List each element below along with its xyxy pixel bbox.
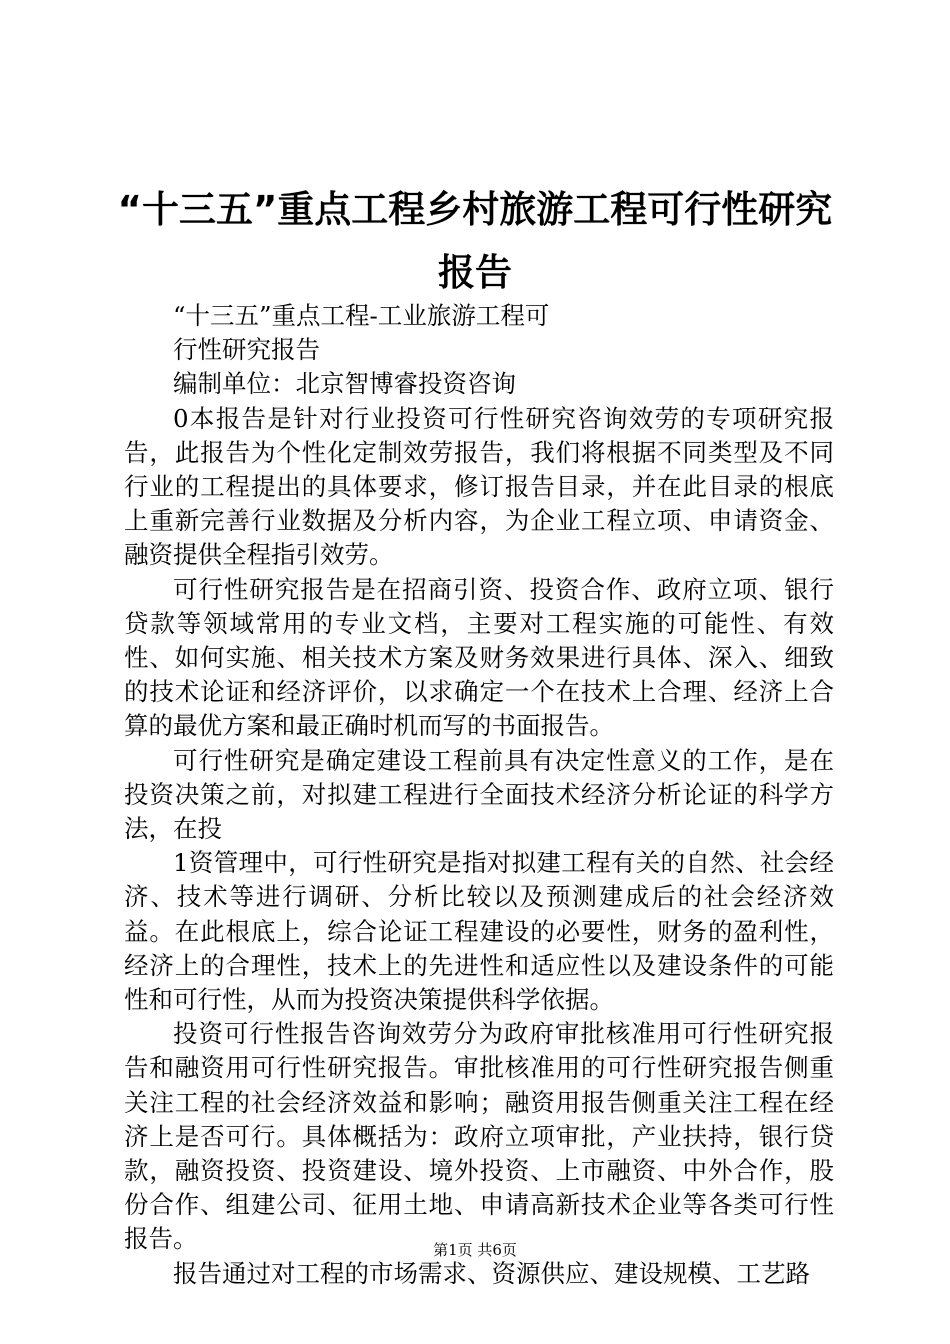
paragraph-definition: 可行性研究报告是在招商引资、投资合作、政府立项、银行贷款等领域常用的专业文档，主要对工程实施的可能性、有效性、如何实施、相关技术方案及财务效果进行具体、深入、细致的技术论证和经济评价，以求确定一个在技术上合理、经济上合算的最优方案和最正确时机而写的书面报告。 xyxy=(124,574,834,741)
paragraph-importance: 可行性研究是确定建设工程前具有决定性意义的工作，是在投资决策之前，对拟建工程进行全面技术经济分析论证的科学方法，在投 xyxy=(124,745,834,844)
document-title: “十三五”重点工程乡村旅游工程可行性研究报告 xyxy=(117,188,833,294)
paragraph-compiler: 编制单位：北京智博睿投资咨询 xyxy=(173,369,516,399)
page-footer: 第1页 共6页 xyxy=(433,1241,517,1259)
paragraph-intro: 0本报告是针对行业投资可行性研究咨询效劳的专项研究报告，此报告为个性化定制效劳报告，我们将根据不同类型及不同行业的工程提出的具体要求，修订报告目录，并在此目录的根底上重新完善行业数据及分析内容，为企业工程立项、申请资金、融资提供全程指引效劳。 xyxy=(124,403,834,570)
paragraph-management: 1资管理中，可行性研究是指对拟建工程有关的自然、社会经济、技术等进行调研、分析比较以及预测建成后的社会经济效益。在此根底上，综合论证工程建设的必要性，财务的盈利性，经济上的合理性，技术上的先进性和适应性以及建设条件的可能性和可行性，从而为投资决策提供科学依据。 xyxy=(124,848,834,1015)
document-body xyxy=(124,299,834,1291)
paragraph-subtitle-1: “十三五”重点工程-工业旅游工程可 xyxy=(173,301,550,330)
paragraph-subtitle-2: 行性研究报告 xyxy=(173,335,320,365)
paragraph-report-analysis: 报告通过对工程的市场需求、资源供应、建设规模、工艺路 xyxy=(173,1258,810,1288)
paragraph-service-types: 投资可行性报告咨询效劳分为政府审批核准用可行性研究报告和融资用可行性研究报告。审批核准用的可行性研究报告侧重关注工程的社会经济效益和影响；融资用报告侧重关注工程在经济上是否可行。具体概括为：政府立项审批，产业扶持，银行贷款，融资投资、投资建设、境外投资、上市融资、中外合作，股份合作、组建公司、征用土地、申请高新技术企业等各类可行性报告。 xyxy=(124,1019,834,1254)
